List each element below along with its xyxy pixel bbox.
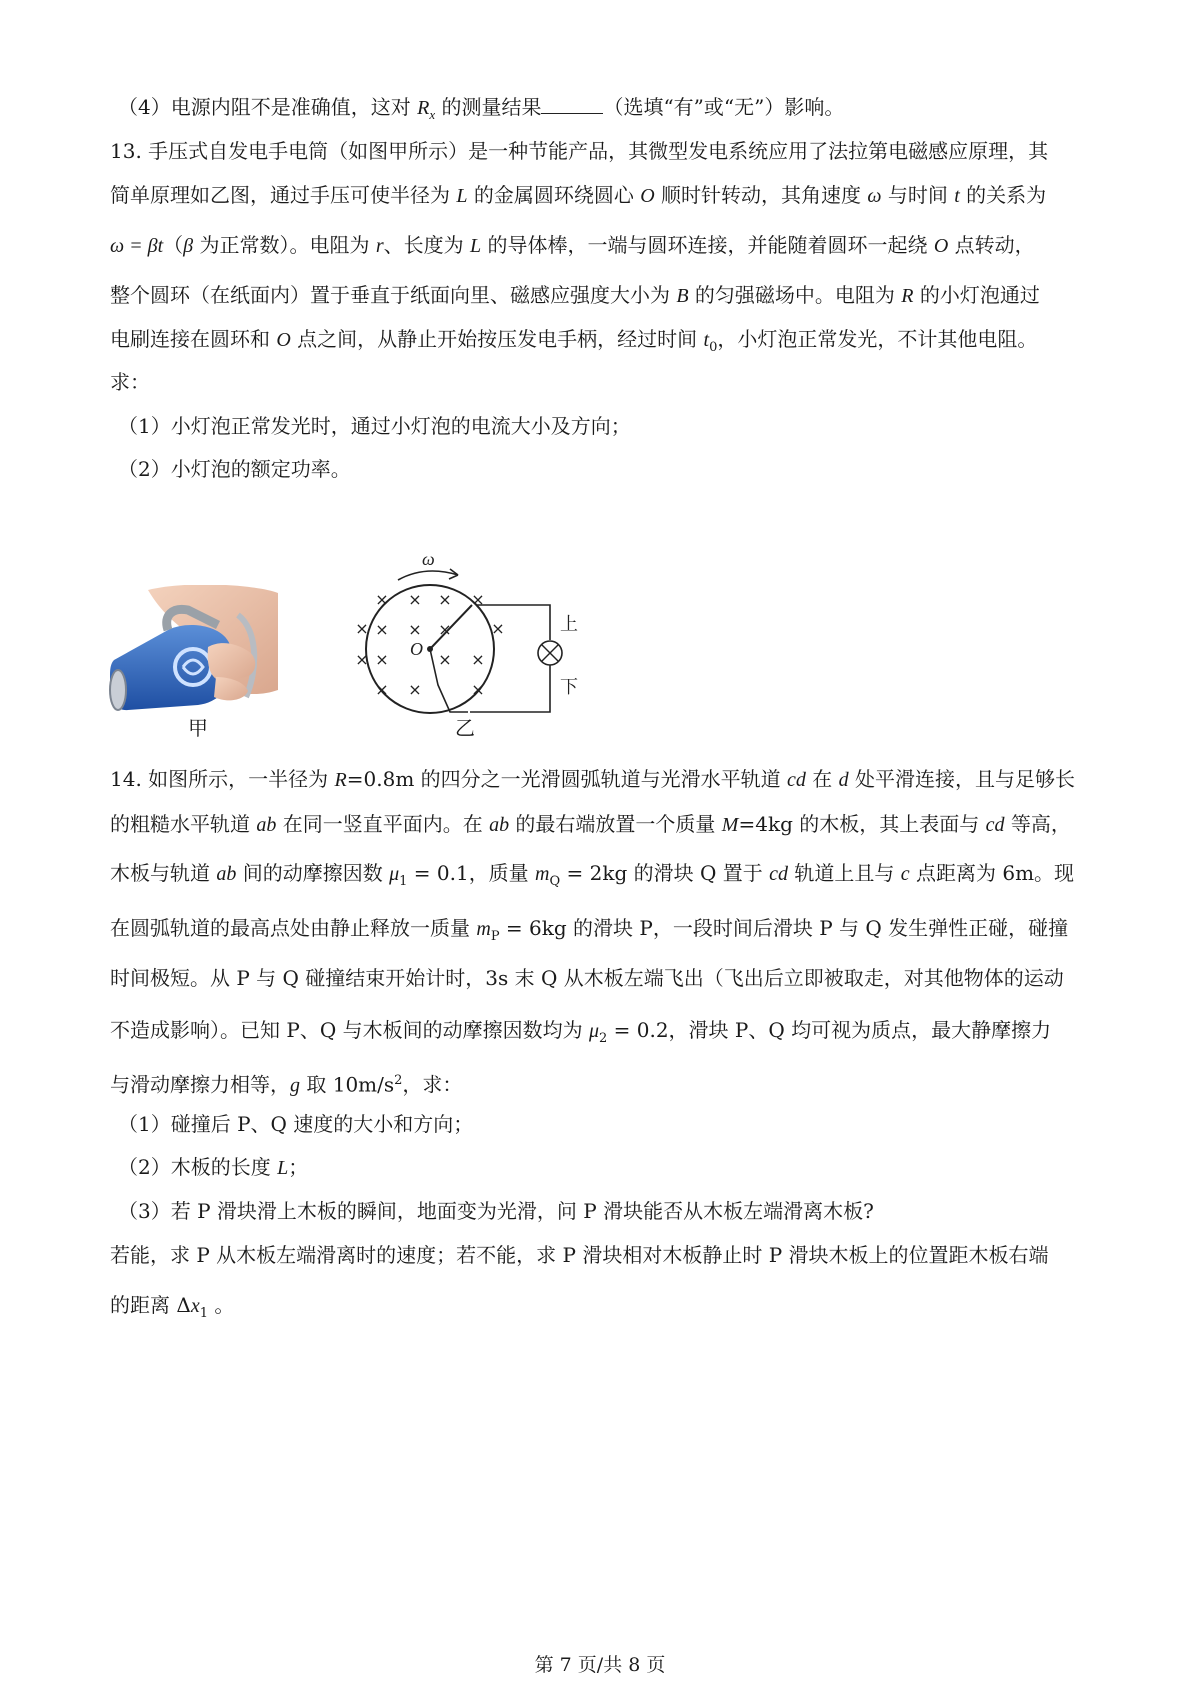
q13-line-4: 整个圆环（在纸面内）置于垂直于纸面向里、磁感应强度大小为 B 的匀强磁场中。电阻为 R 的小灯泡通过 [110, 283, 1040, 307]
svg-text:×: × [471, 650, 485, 669]
omega-label: ω [422, 549, 435, 569]
ring-circuit-diagram [350, 545, 630, 720]
svg-text:×: × [408, 680, 422, 699]
q14-line-7: 与滑动摩擦力相等，g 取 $10m/s^2$，求： [110, 1072, 463, 1097]
q12-part4: （4）电源内阻不是准确值，这对 $R_x$ 的测量结果 （选填“有”或“无”）影响。 [118, 95, 845, 122]
figure-yi-caption: 乙 [455, 716, 475, 740]
q13-line-6: 求： [110, 370, 150, 394]
q14-line-6: 不造成影响）。已知 P、Q 与木板间的动摩擦因数均为 $\mu_2 = 0.2$，滑块 P、Q 均可视为质点，最大静摩擦力 [110, 1018, 1052, 1046]
svg-text:×: × [375, 620, 389, 639]
magnetic-field-crosses [355, 590, 504, 699]
svg-text:×: × [408, 590, 422, 609]
center-o-label: O [410, 639, 423, 659]
page-number: 第 7 页/共 8 页 [534, 1654, 666, 1676]
flashlight-illustration-icon [108, 585, 280, 720]
svg-text:×: × [438, 590, 452, 609]
svg-text:×: × [375, 590, 389, 609]
q13-question-2: （2）小灯泡的额定功率。 [118, 457, 351, 481]
q14-line-4: 在圆弧轨道的最高点处由静止释放一质量 $m_P = 6kg$ 的滑块 P，一段时间后滑块 P 与 Q 发生弹性正碰，碰撞 [110, 916, 1069, 944]
q14-line-12: 的距离 $\Delta x_1$ 。 [110, 1293, 235, 1321]
q14-line-2: 的粗糙水平轨道 ab 在同一竖直平面内。在 ab 的最右端放置一个质量 M=4kg 的木板，其上表面与 cd 等高， [110, 812, 1071, 836]
q13-line-5: 电刷连接在圆环和 O 点之间，从静止开始按压发电手柄，经过时间 $t_0$，小灯泡正常发光，不计其他电阻。 [110, 327, 1038, 355]
label-up: 上 [560, 614, 578, 635]
label-down: 下 [560, 677, 578, 698]
flashlight-photo [108, 585, 280, 720]
conductor-rod [430, 605, 472, 649]
q14-question-3: （3）若 P 滑块滑上木板的瞬间，地面变为光滑，问 P 滑块能否从木板左端滑离木板? [118, 1199, 874, 1223]
svg-text:×: × [408, 620, 422, 639]
q13-question-1: （1）小灯泡正常发光时，通过小灯泡的电流大小及方向； [118, 414, 631, 438]
svg-text:×: × [355, 619, 369, 638]
wire-top [476, 605, 550, 640]
svg-text:×: × [355, 650, 369, 669]
q13-line-3: ω = βt（β 为正常数）。电阻为 r、长度为 L 的导体棒，一端与圆环连接，并能随着圆环一起绕 O 点转动， [110, 233, 1035, 257]
q14-line-1: 14. 如图所示，一半径为 R=0.8m 的四分之一光滑圆弧轨道与光滑水平轨道 cd 在 d 处平滑连接，且与足够长 [110, 767, 1075, 791]
svg-text:×: × [438, 650, 452, 669]
svg-text:×: × [438, 620, 452, 639]
svg-text:×: × [375, 650, 389, 669]
q14-question-2: （2）木板的长度 L； [118, 1155, 309, 1179]
figure-jia-caption: 甲 [188, 716, 208, 740]
svg-text:×: × [491, 619, 505, 638]
svg-text:×: × [375, 680, 389, 699]
q14-question-1: （1）碰撞后 P、Q 速度的大小和方向； [118, 1112, 474, 1136]
answer-blank [541, 95, 603, 114]
q14-line-11: 若能，求 P 从木板左端滑离时的速度；若不能，求 P 滑块相对木板静止时 P 滑块木板上的位置距木板右端 [110, 1243, 1049, 1267]
svg-text:×: × [471, 590, 485, 609]
q14-line-5: 时间极短。从 P 与 Q 碰撞结束开始计时，3s 末 Q 从木板左端飞出（飞出后立即被取走，对其他物体的运动 [110, 966, 1064, 990]
q14-line-3: 木板与轨道 ab 间的动摩擦因数 $\mu_1 = 0.1$，质量 $m_Q = 2kg$ 的滑块 Q 置于 cd 轨道上且与 c 点距离为 6m。现 [110, 861, 1075, 889]
omega-formula: ω = βt [110, 235, 164, 257]
ring-circuit-svg [350, 545, 630, 720]
svg-text:×: × [471, 680, 485, 699]
q13-line-1: 13. 手压式自发电手电筒（如图甲所示）是一种节能产品，其微型发电系统应用了法拉第电磁感应原理，其 [110, 139, 1049, 163]
q13-line-2: 简单原理如乙图，通过手压可使半径为 L 的金属圆环绕圆心 O 顺时针转动，其角速度 ω 与时间 t 的关系为 [110, 183, 1047, 207]
